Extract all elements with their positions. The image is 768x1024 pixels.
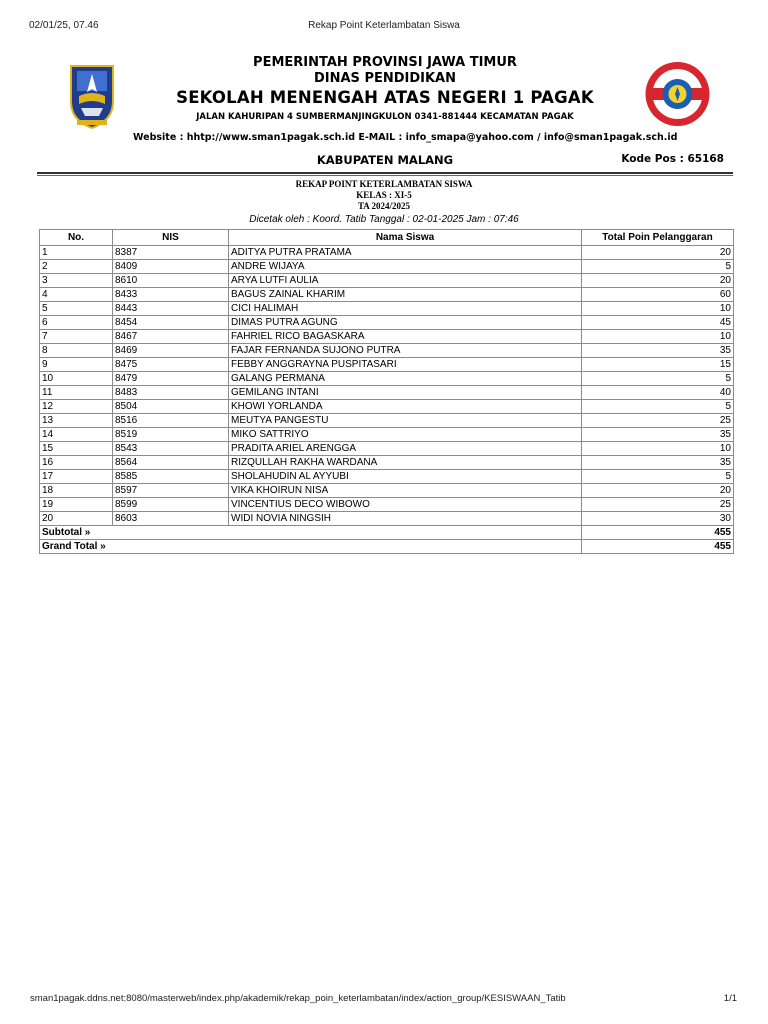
cell-nis: 8475 bbox=[113, 358, 229, 372]
cell-total-points: 60 bbox=[582, 288, 734, 302]
cell-name: ARYA LUTFI AULIA bbox=[229, 274, 582, 288]
cell-nis: 8467 bbox=[113, 330, 229, 344]
cell-no: 15 bbox=[40, 442, 113, 456]
cell-name: VIKA KHOIRUN NISA bbox=[229, 484, 582, 498]
column-header-no: No. bbox=[40, 230, 113, 246]
cell-total-points: 5 bbox=[582, 372, 734, 386]
cell-total-points: 15 bbox=[582, 358, 734, 372]
cell-total-points: 25 bbox=[582, 414, 734, 428]
letterhead-government: PEMERINTAH PROVINSI JAWA TIMUR bbox=[253, 55, 517, 70]
report-printed-by: Dicetak oleh : Koord. Tatib Tanggal : 02-01-2025 Jam : 07:46 bbox=[249, 214, 519, 225]
school-seal-logo bbox=[640, 60, 715, 128]
print-footer bbox=[0, 993, 768, 1009]
cell-nis: 8564 bbox=[113, 456, 229, 470]
cell-total-points: 5 bbox=[582, 470, 734, 484]
table-row bbox=[40, 512, 734, 526]
grandtotal-row bbox=[40, 540, 734, 554]
cell-no: 18 bbox=[40, 484, 113, 498]
cell-total-points: 35 bbox=[582, 428, 734, 442]
cell-nis: 8597 bbox=[113, 484, 229, 498]
cell-name: SHOLAHUDIN AL AYYUBI bbox=[229, 470, 582, 484]
grandtotal-label: Grand Total » bbox=[40, 540, 582, 554]
cell-no: 6 bbox=[40, 316, 113, 330]
cell-total-points: 35 bbox=[582, 344, 734, 358]
table-row bbox=[40, 428, 734, 442]
cell-name: FEBBY ANGGRAYNA PUSPITASARI bbox=[229, 358, 582, 372]
cell-name: MIKO SATTRIYO bbox=[229, 428, 582, 442]
report-heading bbox=[0, 179, 768, 226]
print-page-count: 1/1 bbox=[723, 993, 737, 1004]
cell-name: DIMAS PUTRA AGUNG bbox=[229, 316, 582, 330]
cell-no: 11 bbox=[40, 386, 113, 400]
cell-nis: 8543 bbox=[113, 442, 229, 456]
letterhead-postcode: Kode Pos : 65168 bbox=[621, 153, 724, 165]
cell-no: 20 bbox=[40, 512, 113, 526]
cell-nis: 8483 bbox=[113, 386, 229, 400]
cell-total-points: 20 bbox=[582, 274, 734, 288]
cell-nis: 8409 bbox=[113, 260, 229, 274]
print-header bbox=[0, 18, 768, 34]
cell-name: KHOWI YORLANDA bbox=[229, 400, 582, 414]
table-row bbox=[40, 274, 734, 288]
cell-name: FAHRIEL RICO BAGASKARA bbox=[229, 330, 582, 344]
cell-no: 19 bbox=[40, 498, 113, 512]
table-row bbox=[40, 498, 734, 512]
table-row bbox=[40, 386, 734, 400]
cell-name: ADITYA PUTRA PRATAMA bbox=[229, 246, 582, 260]
table-row bbox=[40, 400, 734, 414]
cell-name: WIDI NOVIA NINGSIH bbox=[229, 512, 582, 526]
cell-no: 1 bbox=[40, 246, 113, 260]
table-row bbox=[40, 316, 734, 330]
letterhead-rule-thick bbox=[37, 172, 733, 174]
cell-no: 3 bbox=[40, 274, 113, 288]
letterhead-department: DINAS PENDIDIKAN bbox=[313, 71, 457, 86]
subtotal-label: Subtotal » bbox=[40, 526, 582, 540]
cell-nis: 8454 bbox=[113, 316, 229, 330]
cell-name: PRADITA ARIEL ARENGGA bbox=[229, 442, 582, 456]
lateness-points-table bbox=[39, 229, 734, 554]
table-row bbox=[40, 442, 734, 456]
cell-total-points: 5 bbox=[582, 260, 734, 274]
cell-no: 10 bbox=[40, 372, 113, 386]
table-row bbox=[40, 358, 734, 372]
cell-name: VINCENTIUS DECO WIBOWO bbox=[229, 498, 582, 512]
cell-name: BAGUS ZAINAL KHARIM bbox=[229, 288, 582, 302]
cell-nis: 8516 bbox=[113, 414, 229, 428]
cell-no: 17 bbox=[40, 470, 113, 484]
cell-total-points: 45 bbox=[582, 316, 734, 330]
cell-total-points: 30 bbox=[582, 512, 734, 526]
cell-total-points: 10 bbox=[582, 302, 734, 316]
cell-nis: 8599 bbox=[113, 498, 229, 512]
print-page-title: Rekap Point Keterlambatan Siswa bbox=[308, 20, 460, 31]
cell-no: 8 bbox=[40, 344, 113, 358]
table-body bbox=[40, 246, 734, 526]
letterhead-address: JALAN KAHURIPAN 4 SUMBERMANJINGKULON 0341-881444 KECAMATAN PAGAK bbox=[196, 112, 574, 122]
cell-total-points: 10 bbox=[582, 442, 734, 456]
table-row bbox=[40, 344, 734, 358]
column-header-total-points: Total Poin Pelanggaran bbox=[582, 230, 734, 246]
cell-name: MEUTYA PANGESTU bbox=[229, 414, 582, 428]
cell-no: 2 bbox=[40, 260, 113, 274]
cell-nis: 8387 bbox=[113, 246, 229, 260]
letterhead-regency: KABUPATEN MALANG bbox=[316, 153, 454, 167]
letterhead bbox=[37, 50, 733, 176]
cell-total-points: 40 bbox=[582, 386, 734, 400]
table-row bbox=[40, 414, 734, 428]
letterhead-school-name: SEKOLAH MENENGAH ATAS NEGERI 1 PAGAK bbox=[176, 88, 594, 107]
table-row bbox=[40, 470, 734, 484]
cell-nis: 8603 bbox=[113, 512, 229, 526]
cell-no: 16 bbox=[40, 456, 113, 470]
table-row bbox=[40, 330, 734, 344]
cell-name: FAJAR FERNANDA SUJONO PUTRA bbox=[229, 344, 582, 358]
column-header-name: Nama Siswa bbox=[229, 230, 582, 246]
cell-total-points: 5 bbox=[582, 400, 734, 414]
print-datetime: 02/01/25, 07.46 bbox=[29, 20, 99, 31]
cell-no: 4 bbox=[40, 288, 113, 302]
table-row bbox=[40, 260, 734, 274]
table-row bbox=[40, 302, 734, 316]
cell-total-points: 20 bbox=[582, 246, 734, 260]
table-row bbox=[40, 372, 734, 386]
cell-no: 14 bbox=[40, 428, 113, 442]
cell-no: 5 bbox=[40, 302, 113, 316]
cell-nis: 8479 bbox=[113, 372, 229, 386]
table-row bbox=[40, 246, 734, 260]
cell-name: GEMILANG INTANI bbox=[229, 386, 582, 400]
cell-nis: 8443 bbox=[113, 302, 229, 316]
cell-nis: 8504 bbox=[113, 400, 229, 414]
report-class: KELAS : XI-5 bbox=[356, 190, 412, 200]
table-row bbox=[40, 288, 734, 302]
print-url: sman1pagak.ddns.net:8080/masterweb/index.php/akademik/rekap_poin_keterlambatan/index/action_group/KESISWAAN_Tatib bbox=[30, 993, 566, 1004]
cell-no: 9 bbox=[40, 358, 113, 372]
report-school-year: TA 2024/2025 bbox=[357, 201, 411, 211]
table-row bbox=[40, 456, 734, 470]
grandtotal-value: 455 bbox=[582, 540, 734, 554]
cell-name: RIZQULLAH RAKHA WARDANA bbox=[229, 456, 582, 470]
cell-no: 12 bbox=[40, 400, 113, 414]
cell-nis: 8585 bbox=[113, 470, 229, 484]
cell-no: 7 bbox=[40, 330, 113, 344]
cell-total-points: 35 bbox=[582, 456, 734, 470]
table-row bbox=[40, 484, 734, 498]
cell-total-points: 25 bbox=[582, 498, 734, 512]
column-header-nis: NIS bbox=[113, 230, 229, 246]
cell-nis: 8433 bbox=[113, 288, 229, 302]
cell-total-points: 20 bbox=[582, 484, 734, 498]
subtotal-value: 455 bbox=[582, 526, 734, 540]
cell-nis: 8519 bbox=[113, 428, 229, 442]
report-title: REKAP POINT KETERLAMBATAN SISWA bbox=[295, 179, 473, 189]
cell-nis: 8469 bbox=[113, 344, 229, 358]
subtotal-row bbox=[40, 526, 734, 540]
cell-no: 13 bbox=[40, 414, 113, 428]
cell-nis: 8610 bbox=[113, 274, 229, 288]
cell-name: CICI HALIMAH bbox=[229, 302, 582, 316]
cell-name: GALANG PERMANA bbox=[229, 372, 582, 386]
cell-total-points: 10 bbox=[582, 330, 734, 344]
cell-name: ANDRE WIJAYA bbox=[229, 260, 582, 274]
letterhead-contact: Website : hhtp://www.sman1pagak.sch.id E-MAIL : info_smapa@yahoo.com / info@sman1pagak.sch.id bbox=[133, 132, 678, 143]
table-header-row bbox=[40, 230, 734, 246]
letterhead-rule-thin bbox=[37, 175, 733, 176]
